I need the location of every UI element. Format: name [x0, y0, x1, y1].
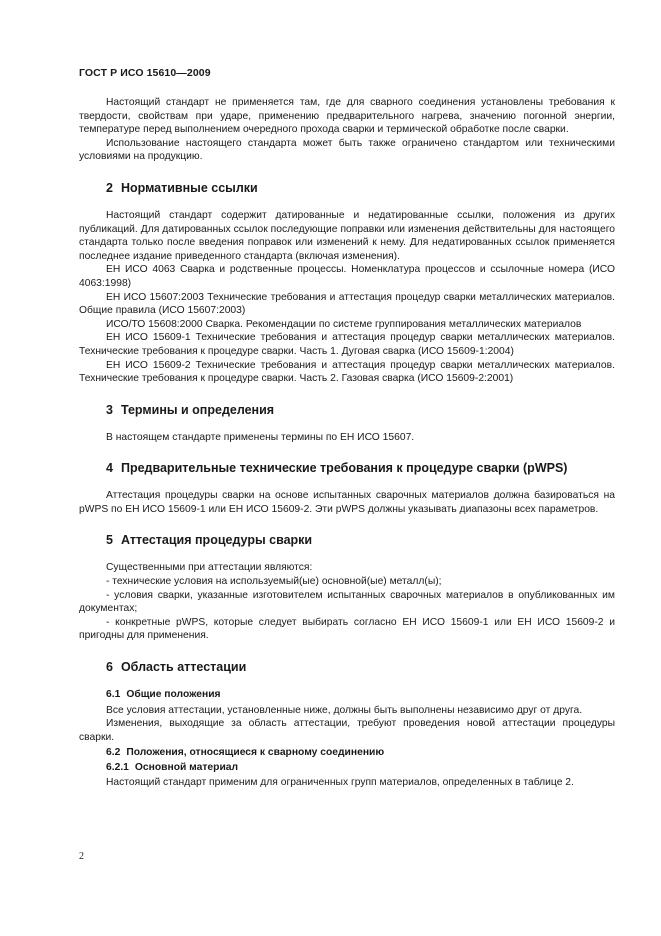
reference-item: ЕН ИСО 4063 Сварка и родственные процессы. Номенклатура процессов и ссылочные номера (ИСО 4063:1998) [79, 264, 615, 289]
list-item: - конкретные pWPS, которые следует выбирать согласно ЕН ИСО 15609-1 или ЕН ИСО 15609-2 и пригодны для применения. [79, 616, 615, 642]
paragraph: В настоящем стандарте применены термины по ЕН ИСО 15607. [106, 431, 415, 443]
reference-item: ЕН ИСО 15609-2 Технические требования и аттестация процедур сварки металлических материалов. Технические требования к процедуре сварки. Часть 2. Газовая сварка (ИСО 15609-2:2001) [79, 359, 615, 385]
reference-item: ИСО/ТО 15608:2000 Сварка. Рекомендации по системе группирования металлических материалов [106, 318, 582, 330]
section-number: 4 [106, 461, 113, 476]
paragraph: Аттестация процедуры сварки на основе испытанных сварочных материалов должна базироваться на pWPS по ЕН ИСО 15609-1 или ЕН ИСО 15609-2. Эти pWPS должны указывать диапазоны всех параметров. [79, 490, 615, 515]
subsection-title: Основной материал [134, 762, 239, 773]
subsection-number: 6.1 [106, 689, 121, 701]
section-title: Область аттестации [120, 660, 247, 675]
section-title: Термины и определения [120, 402, 275, 417]
section-heading-2 [106, 181, 615, 196]
section-title: Предварительные технические требования к процедуре сварки (pWPS) [120, 461, 568, 476]
paragraph: Изменения, выходящие за область аттестации, требуют проведения новой аттестации процедуры сварки. [79, 718, 615, 743]
reference-item: ЕН ИСО 15607:2003 Технические требования и аттестация процедур сварки металлических материалов. Общие правила (ИСО 15607:2003) [79, 291, 615, 317]
section-title: Аттестация процедуры сварки [120, 533, 313, 548]
section-title: Нормативные ссылки [120, 180, 258, 195]
subsection-heading-6-2-1 [106, 761, 615, 775]
paragraph: Настоящий стандарт применим для ограниченных групп материалов, определенных в таблице 2. [106, 776, 574, 788]
section-heading-6 [106, 660, 615, 675]
paragraph: Использование настоящего стандарта может быть также ограничено стандартом или техническими условиями на продукцию. [79, 137, 615, 163]
document-header: ГОСТ Р ИСО 15610—2009 [79, 67, 211, 79]
section-number: 2 [106, 180, 113, 195]
list-item: - технические условия на используемый(ые) основной(ые) металл(ы); [106, 576, 442, 588]
subsection-title: Общие положения [126, 689, 221, 701]
page-number: 2 [79, 851, 84, 862]
subsection-number: 6.2.1 [106, 762, 129, 773]
subsection-title: Положения, относящиеся к сварному соединению [126, 747, 385, 759]
section-number: 5 [106, 533, 113, 548]
subsection-heading-6-1 [106, 688, 615, 702]
list-item: - условия сварки, указанные изготовителем испытанных сварочных материалов в опубликованных им документах; [79, 589, 615, 615]
paragraph: Все условия аттестации, установленные ниже, должны быть выполнены независимо друг от друга. [106, 704, 583, 716]
document-body [79, 96, 615, 789]
reference-item: ЕН ИСО 15609-1 Технические требования и аттестация процедур сварки металлических материалов. Технические требования к процедуре сварки. Часть 1. Дуговая сварка (ИСО 15609-1:2004) [79, 332, 615, 357]
paragraph: Настоящий стандарт содержит датированные и недатированные ссылки, положения из других публикаций. Для датированных ссылок последующие поправки или изменения действительны для настоящего стандарта только после введения поправок или изменений к нему. Для недатированных ссылок применяется последнее издание приведенного стандарта (включая изменения). [79, 209, 615, 262]
paragraph: Настоящий стандарт не применяется там, где для сварного соединения установлены требования к твердости, свойствам при ударе, применению предварительного нагрева, значению погонной энергии, температуре перед выполнением очередного прохода сварки и термической обработке после сварки. [79, 97, 615, 136]
paragraph: Существенными при аттестации являются: [106, 562, 313, 574]
section-number: 6 [106, 660, 113, 675]
subsection-number: 6.2 [106, 747, 121, 759]
section-number: 3 [106, 402, 113, 417]
section-heading-4 [106, 461, 615, 476]
section-heading-3 [106, 403, 615, 418]
section-heading-5 [106, 533, 615, 548]
subsection-heading-6-2 [106, 746, 615, 760]
